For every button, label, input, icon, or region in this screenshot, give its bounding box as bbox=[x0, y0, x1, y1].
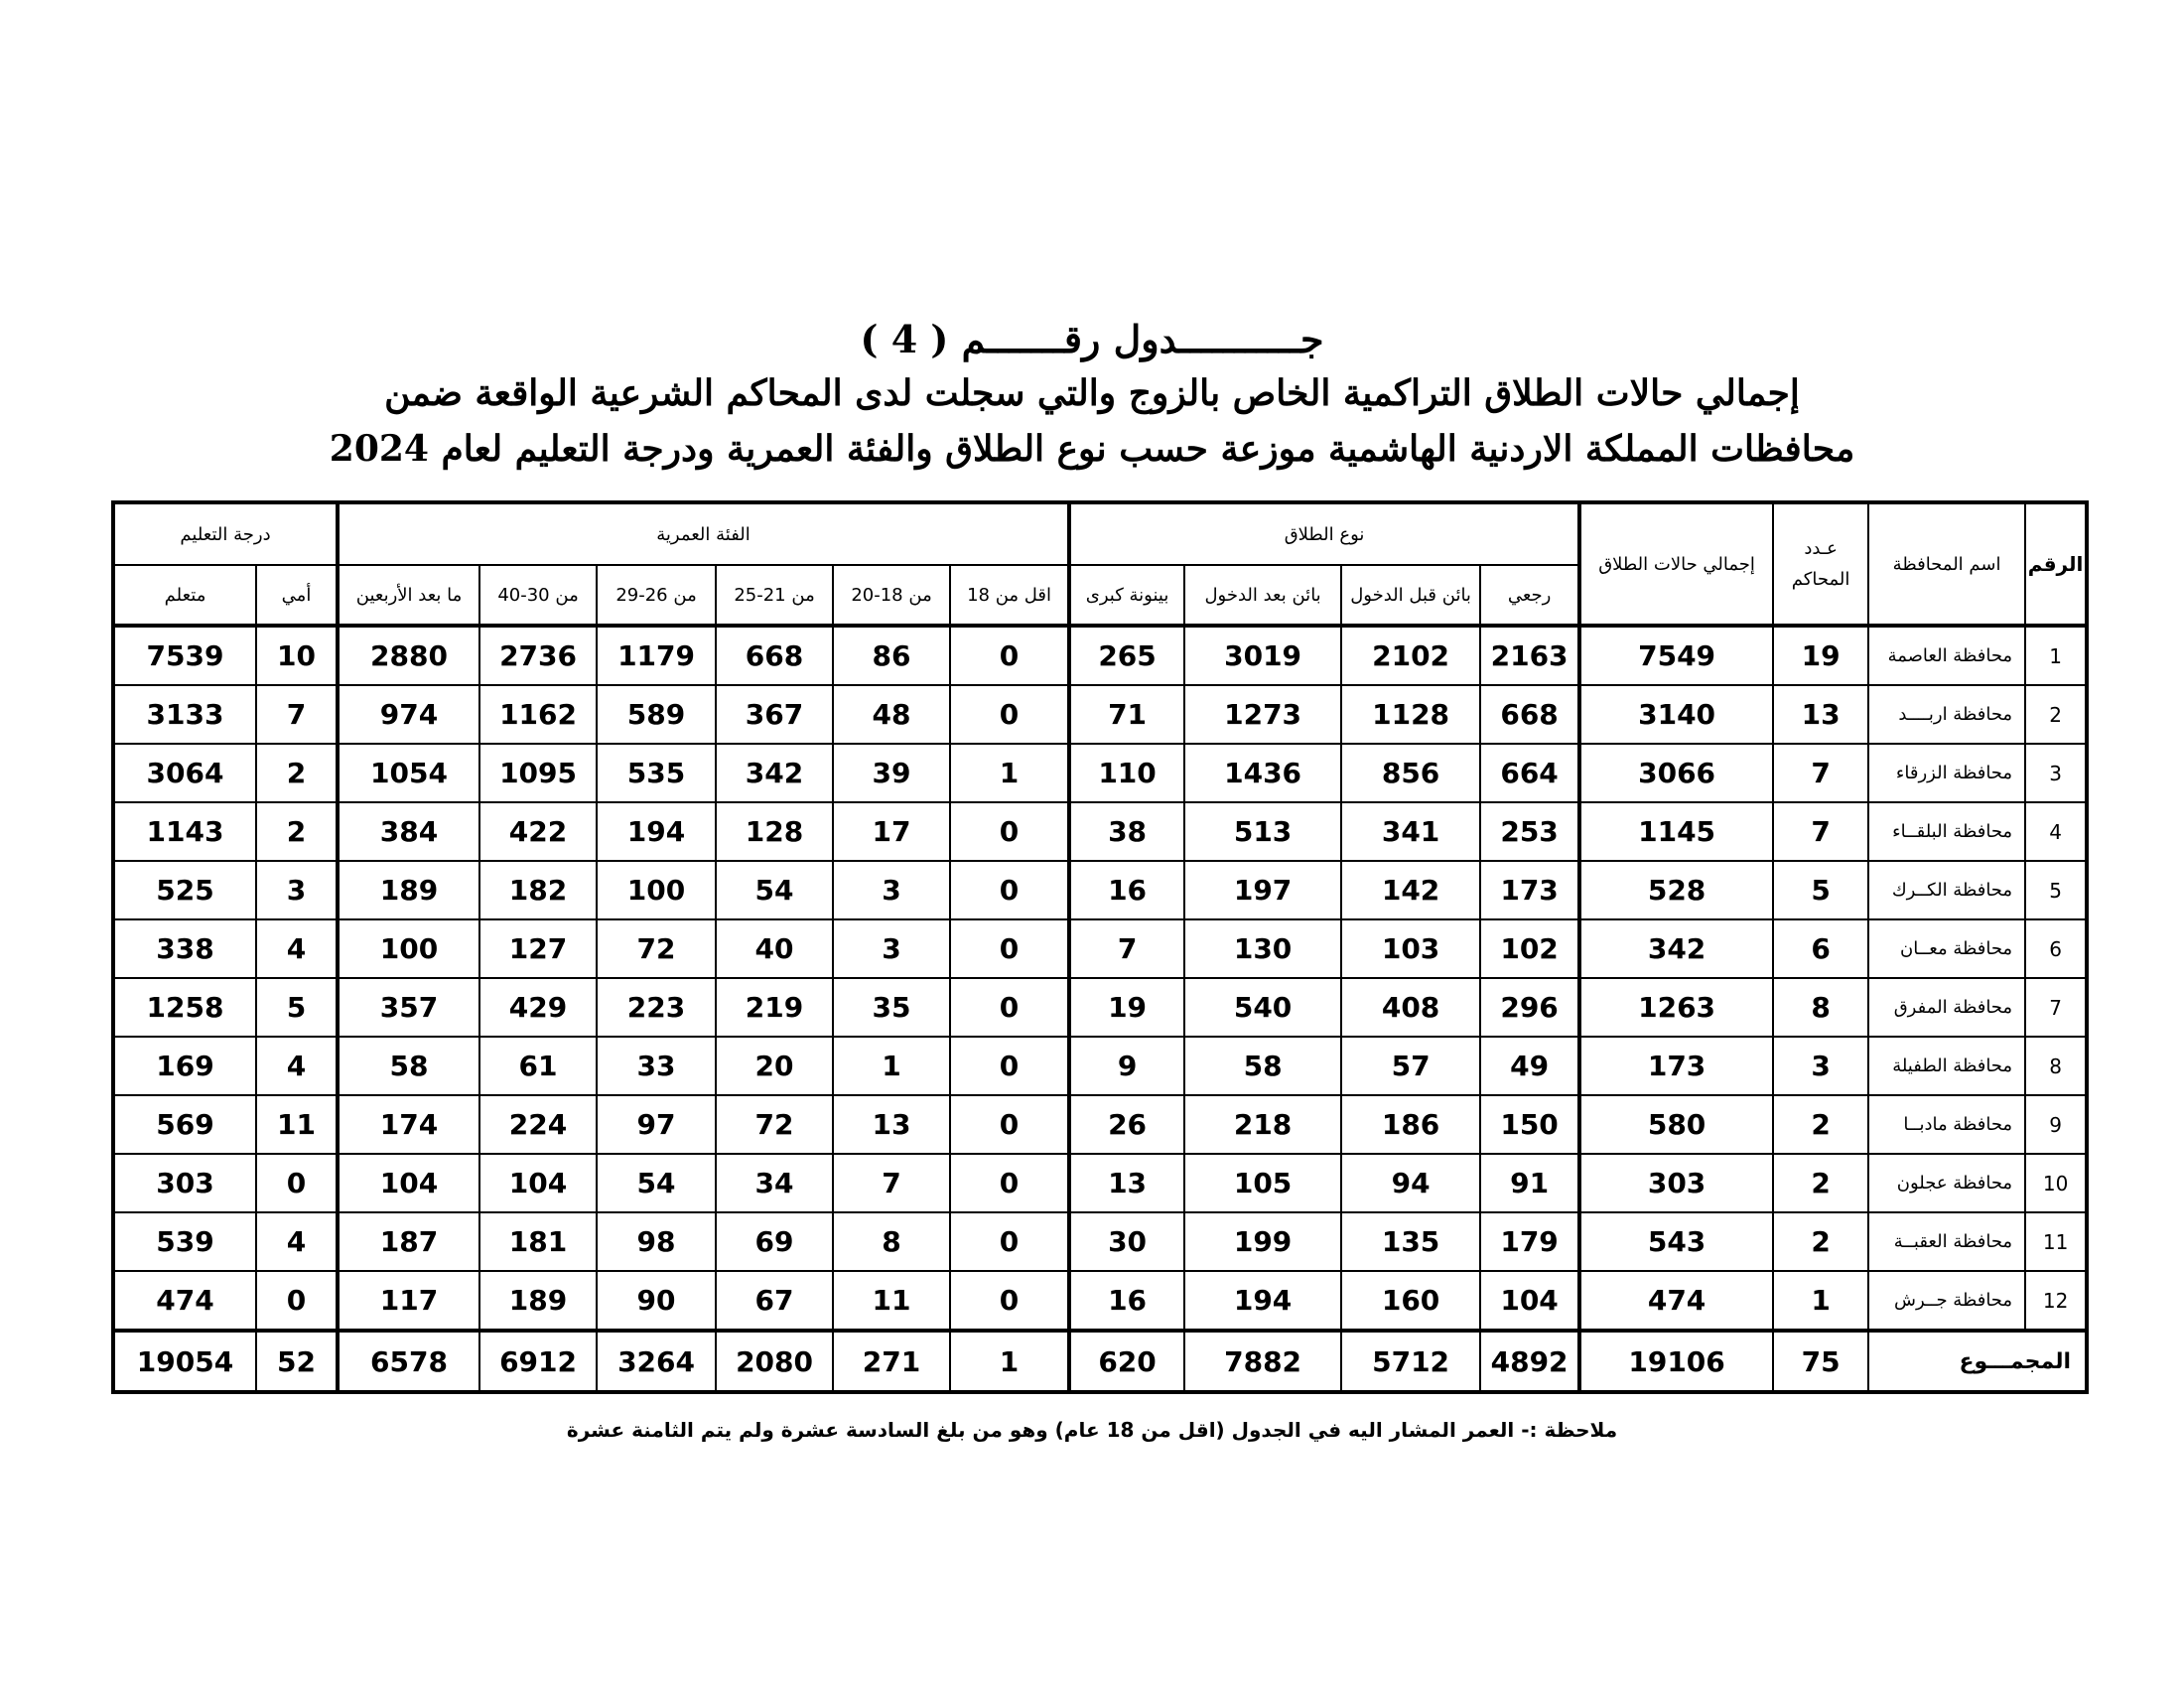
totals-cell: 52 bbox=[256, 1331, 338, 1392]
value-cell: 0 bbox=[950, 919, 1069, 978]
value-cell: 0 bbox=[950, 1154, 1069, 1212]
header-educated: متعلم bbox=[113, 565, 256, 626]
value-cell: 100 bbox=[597, 861, 716, 919]
row-number: 12 bbox=[2025, 1271, 2087, 1331]
value-cell: 150 bbox=[1480, 1095, 1579, 1154]
value-cell: 0 bbox=[950, 861, 1069, 919]
table-row bbox=[113, 1271, 2087, 1331]
total-cases: 3066 bbox=[1579, 744, 1773, 802]
total-cases: 342 bbox=[1579, 919, 1773, 978]
header-age-under-18: اقل من 18 bbox=[950, 565, 1069, 626]
header-age-21-25: من 21-25 bbox=[716, 565, 833, 626]
row-number: 8 bbox=[2025, 1037, 2087, 1095]
value-cell: 11 bbox=[256, 1095, 338, 1154]
value-cell: 58 bbox=[1184, 1037, 1341, 1095]
value-cell: 535 bbox=[597, 744, 716, 802]
value-cell: 189 bbox=[479, 1271, 597, 1331]
value-cell: 34 bbox=[716, 1154, 833, 1212]
totals-cell: 620 bbox=[1069, 1331, 1184, 1392]
row-number: 4 bbox=[2025, 802, 2087, 861]
header-courts-line-1: عـدد bbox=[1804, 538, 1838, 559]
value-cell: 194 bbox=[597, 802, 716, 861]
value-cell: 223 bbox=[597, 978, 716, 1037]
value-cell: 199 bbox=[1184, 1212, 1341, 1271]
value-cell: 3 bbox=[833, 861, 950, 919]
header-divorce-type: نوع الطلاق bbox=[1069, 502, 1579, 565]
value-cell: 48 bbox=[833, 685, 950, 744]
value-cell: 856 bbox=[1341, 744, 1480, 802]
governorate-name: محافظة العقبــة bbox=[1868, 1212, 2025, 1271]
value-cell: 0 bbox=[950, 685, 1069, 744]
table-number-title: جـــــــــــدول رقـــــــم ( 4 ) bbox=[860, 317, 1324, 361]
value-cell: 105 bbox=[1184, 1154, 1341, 1212]
value-cell: 341 bbox=[1341, 802, 1480, 861]
value-cell: 4 bbox=[256, 919, 338, 978]
value-cell: 7539 bbox=[113, 626, 256, 685]
governorate-name: محافظة جــرش bbox=[1868, 1271, 2025, 1331]
value-cell: 61 bbox=[479, 1037, 597, 1095]
courts-count: 19 bbox=[1773, 626, 1868, 685]
value-cell: 54 bbox=[597, 1154, 716, 1212]
value-cell: 17 bbox=[833, 802, 950, 861]
value-cell: 0 bbox=[950, 1212, 1069, 1271]
value-cell: 224 bbox=[479, 1095, 597, 1154]
value-cell: 338 bbox=[113, 919, 256, 978]
value-cell: 1095 bbox=[479, 744, 597, 802]
value-cell: 197 bbox=[1184, 861, 1341, 919]
value-cell: 11 bbox=[833, 1271, 950, 1331]
table-row bbox=[113, 685, 2087, 744]
value-cell: 2880 bbox=[338, 626, 479, 685]
total-cases: 1145 bbox=[1579, 802, 1773, 861]
value-cell: 128 bbox=[716, 802, 833, 861]
governorate-name: محافظة البلقــاء bbox=[1868, 802, 2025, 861]
courts-count: 1 bbox=[1773, 1271, 1868, 1331]
table-title-line-2: محافظات المملكة الاردنية الهاشمية موزعة حسب نوع الطلاق والفئة العمرية ودرجة التعليم لعام 2024 bbox=[329, 428, 1855, 470]
header-age-group: الفئة العمرية bbox=[338, 502, 1069, 565]
value-cell: 0 bbox=[950, 802, 1069, 861]
governorate-name: محافظة معــان bbox=[1868, 919, 2025, 978]
totals-cell: 6578 bbox=[338, 1331, 479, 1392]
value-cell: 98 bbox=[597, 1212, 716, 1271]
header-age-over-40: ما بعد الأربعين bbox=[338, 565, 479, 626]
row-number: 3 bbox=[2025, 744, 2087, 802]
value-cell: 429 bbox=[479, 978, 597, 1037]
value-cell: 117 bbox=[338, 1271, 479, 1331]
value-cell: 1179 bbox=[597, 626, 716, 685]
value-cell: 2 bbox=[256, 744, 338, 802]
value-cell: 187 bbox=[338, 1212, 479, 1271]
value-cell: 181 bbox=[479, 1212, 597, 1271]
value-cell: 9 bbox=[1069, 1037, 1184, 1095]
row-number: 10 bbox=[2025, 1154, 2087, 1212]
value-cell: 540 bbox=[1184, 978, 1341, 1037]
value-cell: 135 bbox=[1341, 1212, 1480, 1271]
value-cell: 513 bbox=[1184, 802, 1341, 861]
value-cell: 253 bbox=[1480, 802, 1579, 861]
value-cell: 218 bbox=[1184, 1095, 1341, 1154]
value-cell: 668 bbox=[716, 626, 833, 685]
row-number: 9 bbox=[2025, 1095, 2087, 1154]
courts-count: 8 bbox=[1773, 978, 1868, 1037]
value-cell: 97 bbox=[597, 1095, 716, 1154]
footnote: ملاحظة :- العمر المشار اليه في الجدول (اقل من 18 عام) وهو من بلغ السادسة عشرة ولم يتم الثامنة عشرة bbox=[566, 1418, 1618, 1442]
value-cell: 90 bbox=[597, 1271, 716, 1331]
value-cell: 3019 bbox=[1184, 626, 1341, 685]
header-age-30-40: من 30-40 bbox=[479, 565, 597, 626]
value-cell: 189 bbox=[338, 861, 479, 919]
value-cell: 4 bbox=[256, 1037, 338, 1095]
value-cell: 1436 bbox=[1184, 744, 1341, 802]
value-cell: 49 bbox=[1480, 1037, 1579, 1095]
value-cell: 296 bbox=[1480, 978, 1579, 1037]
value-cell: 16 bbox=[1069, 861, 1184, 919]
value-cell: 0 bbox=[950, 626, 1069, 685]
value-cell: 384 bbox=[338, 802, 479, 861]
value-cell: 219 bbox=[716, 978, 833, 1037]
courts-count: 6 bbox=[1773, 919, 1868, 978]
value-cell: 7 bbox=[1069, 919, 1184, 978]
value-cell: 7 bbox=[833, 1154, 950, 1212]
totals-cell: 6912 bbox=[479, 1331, 597, 1392]
value-cell: 10 bbox=[256, 626, 338, 685]
value-cell: 186 bbox=[1341, 1095, 1480, 1154]
value-cell: 357 bbox=[338, 978, 479, 1037]
value-cell: 4 bbox=[256, 1212, 338, 1271]
row-number: 7 bbox=[2025, 978, 2087, 1037]
value-cell: 0 bbox=[256, 1271, 338, 1331]
governorate-name: محافظة اربــــد bbox=[1868, 685, 2025, 744]
totals-cell: 7882 bbox=[1184, 1331, 1341, 1392]
table-row bbox=[113, 1037, 2087, 1095]
totals-cell: 2080 bbox=[716, 1331, 833, 1392]
table-row bbox=[113, 626, 2087, 685]
value-cell: 3064 bbox=[113, 744, 256, 802]
value-cell: 174 bbox=[338, 1095, 479, 1154]
table-row bbox=[113, 919, 2087, 978]
value-cell: 179 bbox=[1480, 1212, 1579, 1271]
divorce-statistics-table bbox=[111, 500, 2089, 1394]
value-cell: 569 bbox=[113, 1095, 256, 1154]
value-cell: 100 bbox=[338, 919, 479, 978]
value-cell: 54 bbox=[716, 861, 833, 919]
total-cases: 1263 bbox=[1579, 978, 1773, 1037]
value-cell: 26 bbox=[1069, 1095, 1184, 1154]
totals-cell: 19054 bbox=[113, 1331, 256, 1392]
value-cell: 20 bbox=[716, 1037, 833, 1095]
value-cell: 367 bbox=[716, 685, 833, 744]
total-cases: 543 bbox=[1579, 1212, 1773, 1271]
value-cell: 2102 bbox=[1341, 626, 1480, 685]
courts-count: 3 bbox=[1773, 1037, 1868, 1095]
table-row bbox=[113, 1212, 2087, 1271]
value-cell: 169 bbox=[113, 1037, 256, 1095]
value-cell: 182 bbox=[479, 861, 597, 919]
header-courts bbox=[1773, 502, 1868, 626]
value-cell: 664 bbox=[1480, 744, 1579, 802]
header-courts-line-2: المحاكم bbox=[1791, 569, 1850, 590]
value-cell: 194 bbox=[1184, 1271, 1341, 1331]
value-cell: 102 bbox=[1480, 919, 1579, 978]
table-row bbox=[113, 978, 2087, 1037]
value-cell: 303 bbox=[113, 1154, 256, 1212]
header-age-26-29: من 26-29 bbox=[597, 565, 716, 626]
totals-courts: 75 bbox=[1773, 1331, 1868, 1392]
totals-cell: 3264 bbox=[597, 1331, 716, 1392]
table-row bbox=[113, 1095, 2087, 1154]
value-cell: 127 bbox=[479, 919, 597, 978]
header-before-consummation: بائن قبل الدخول bbox=[1341, 565, 1480, 626]
value-cell: 1162 bbox=[479, 685, 597, 744]
value-cell: 974 bbox=[338, 685, 479, 744]
value-cell: 2 bbox=[256, 802, 338, 861]
totals-row bbox=[113, 1331, 2087, 1392]
value-cell: 0 bbox=[950, 1037, 1069, 1095]
value-cell: 342 bbox=[716, 744, 833, 802]
value-cell: 0 bbox=[256, 1154, 338, 1212]
courts-count: 13 bbox=[1773, 685, 1868, 744]
value-cell: 1 bbox=[833, 1037, 950, 1095]
value-cell: 1054 bbox=[338, 744, 479, 802]
value-cell: 91 bbox=[1480, 1154, 1579, 1212]
value-cell: 86 bbox=[833, 626, 950, 685]
value-cell: 474 bbox=[113, 1271, 256, 1331]
governorate-name: محافظة عجلون bbox=[1868, 1154, 2025, 1212]
value-cell: 2736 bbox=[479, 626, 597, 685]
value-cell: 19 bbox=[1069, 978, 1184, 1037]
header-revocable: رجعي bbox=[1480, 565, 1579, 626]
value-cell: 173 bbox=[1480, 861, 1579, 919]
row-number: 11 bbox=[2025, 1212, 2087, 1271]
row-number: 5 bbox=[2025, 861, 2087, 919]
value-cell: 30 bbox=[1069, 1212, 1184, 1271]
governorate-name: محافظة الكــرك bbox=[1868, 861, 2025, 919]
value-cell: 94 bbox=[1341, 1154, 1480, 1212]
value-cell: 1273 bbox=[1184, 685, 1341, 744]
value-cell: 130 bbox=[1184, 919, 1341, 978]
table-row bbox=[113, 802, 2087, 861]
total-cases: 7549 bbox=[1579, 626, 1773, 685]
value-cell: 104 bbox=[1480, 1271, 1579, 1331]
value-cell: 422 bbox=[479, 802, 597, 861]
table-row bbox=[113, 1154, 2087, 1212]
value-cell: 58 bbox=[338, 1037, 479, 1095]
total-cases: 580 bbox=[1579, 1095, 1773, 1154]
table-row bbox=[113, 744, 2087, 802]
value-cell: 1128 bbox=[1341, 685, 1480, 744]
value-cell: 103 bbox=[1341, 919, 1480, 978]
value-cell: 72 bbox=[716, 1095, 833, 1154]
row-number: 1 bbox=[2025, 626, 2087, 685]
total-cases: 474 bbox=[1579, 1271, 1773, 1331]
value-cell: 104 bbox=[338, 1154, 479, 1212]
value-cell: 589 bbox=[597, 685, 716, 744]
value-cell: 0 bbox=[950, 1095, 1069, 1154]
value-cell: 110 bbox=[1069, 744, 1184, 802]
table-title-line-1: إجمالي حالات الطلاق التراكمية الخاص بالزوج والتي سجلت لدى المحاكم الشرعية الواقعة ضمن bbox=[384, 372, 1800, 414]
value-cell: 40 bbox=[716, 919, 833, 978]
totals-cell: 4892 bbox=[1480, 1331, 1579, 1392]
value-cell: 67 bbox=[716, 1271, 833, 1331]
value-cell: 160 bbox=[1341, 1271, 1480, 1331]
governorate-name: محافظة مادبــا bbox=[1868, 1095, 2025, 1154]
value-cell: 104 bbox=[479, 1154, 597, 1212]
value-cell: 1258 bbox=[113, 978, 256, 1037]
header-after-consummation: بائن بعد الدخول bbox=[1184, 565, 1341, 626]
value-cell: 72 bbox=[597, 919, 716, 978]
total-cases: 3140 bbox=[1579, 685, 1773, 744]
total-cases: 173 bbox=[1579, 1037, 1773, 1095]
value-cell: 3133 bbox=[113, 685, 256, 744]
row-number: 2 bbox=[2025, 685, 2087, 744]
governorate-name: محافظة المفرق bbox=[1868, 978, 2025, 1037]
value-cell: 13 bbox=[833, 1095, 950, 1154]
courts-count: 2 bbox=[1773, 1095, 1868, 1154]
value-cell: 71 bbox=[1069, 685, 1184, 744]
header-total-cases: إجمالي حالات الطلاق bbox=[1579, 502, 1773, 626]
title-block bbox=[109, 316, 2075, 475]
value-cell: 0 bbox=[950, 978, 1069, 1037]
value-cell: 13 bbox=[1069, 1154, 1184, 1212]
value-cell: 2163 bbox=[1480, 626, 1579, 685]
totals-cell: 271 bbox=[833, 1331, 950, 1392]
totals-cell: 5712 bbox=[1341, 1331, 1480, 1392]
value-cell: 1 bbox=[950, 744, 1069, 802]
value-cell: 5 bbox=[256, 978, 338, 1037]
value-cell: 3 bbox=[833, 919, 950, 978]
header-row-1 bbox=[113, 502, 2087, 565]
total-cases: 303 bbox=[1579, 1154, 1773, 1212]
governorate-name: محافظة الزرقاء bbox=[1868, 744, 2025, 802]
value-cell: 525 bbox=[113, 861, 256, 919]
table-row bbox=[113, 861, 2087, 919]
value-cell: 1143 bbox=[113, 802, 256, 861]
total-cases: 528 bbox=[1579, 861, 1773, 919]
header-governorate: اسم المحافظة bbox=[1868, 502, 2025, 626]
value-cell: 35 bbox=[833, 978, 950, 1037]
value-cell: 16 bbox=[1069, 1271, 1184, 1331]
header-illiterate: أمي bbox=[256, 565, 338, 626]
value-cell: 7 bbox=[256, 685, 338, 744]
value-cell: 668 bbox=[1480, 685, 1579, 744]
governorate-name: محافظة العاصمة bbox=[1868, 626, 2025, 685]
value-cell: 142 bbox=[1341, 861, 1480, 919]
value-cell: 265 bbox=[1069, 626, 1184, 685]
header-education: درجة التعليم bbox=[113, 502, 338, 565]
value-cell: 539 bbox=[113, 1212, 256, 1271]
totals-cell: 1 bbox=[950, 1331, 1069, 1392]
courts-count: 7 bbox=[1773, 744, 1868, 802]
totals-label: المجمـــوع bbox=[1868, 1331, 2087, 1392]
value-cell: 69 bbox=[716, 1212, 833, 1271]
courts-count: 7 bbox=[1773, 802, 1868, 861]
value-cell: 408 bbox=[1341, 978, 1480, 1037]
value-cell: 57 bbox=[1341, 1037, 1480, 1095]
row-number: 6 bbox=[2025, 919, 2087, 978]
value-cell: 39 bbox=[833, 744, 950, 802]
value-cell: 33 bbox=[597, 1037, 716, 1095]
value-cell: 0 bbox=[950, 1271, 1069, 1331]
courts-count: 5 bbox=[1773, 861, 1868, 919]
header-number: الرقم bbox=[2025, 502, 2087, 626]
value-cell: 8 bbox=[833, 1212, 950, 1271]
header-major-separation: بينونة كبرى bbox=[1069, 565, 1184, 626]
totals-cases: 19106 bbox=[1579, 1331, 1773, 1392]
courts-count: 2 bbox=[1773, 1212, 1868, 1271]
header-age-18-20: من 18-20 bbox=[833, 565, 950, 626]
governorate-name: محافظة الطفيلة bbox=[1868, 1037, 2025, 1095]
value-cell: 38 bbox=[1069, 802, 1184, 861]
value-cell: 3 bbox=[256, 861, 338, 919]
courts-count: 2 bbox=[1773, 1154, 1868, 1212]
